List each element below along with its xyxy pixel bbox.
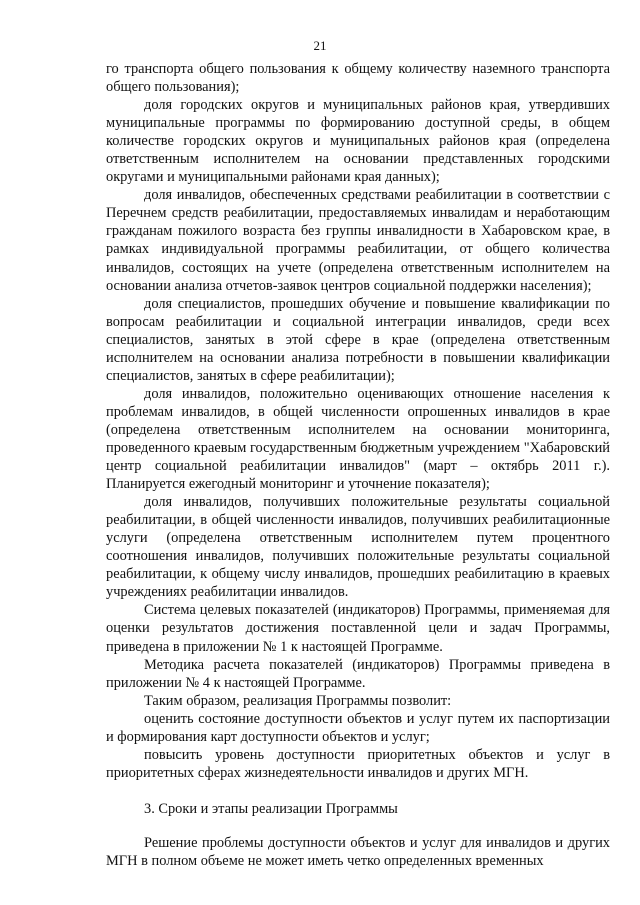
- paragraph: доля инвалидов, обеспеченных средствами реабилитации в соответствии с Перечнем средств реабилитации, предоставляемых инвалидам и неработающим гражданам пожилого возраста без группы инвалидности в Хабаровском крае, в рамках индивидуальной программы реабилитации, от общего количества инвалидов, состоящих на учете (определена ответственным исполнителем на основании анализа отчетов-заявок центров социальной поддержки населения);: [106, 187, 610, 294]
- section-heading: 3. Сроки и этапы реализации Программы: [144, 800, 398, 817]
- paragraph: Решение проблемы доступности объектов и услуг для инвалидов и других МГН в полном объеме не может иметь четко определенных временных: [106, 834, 610, 869]
- paragraph: оценить состояние доступности объектов и услуг путем их паспортизации и формирования карт доступности объектов и услуг;: [106, 710, 610, 745]
- paragraph: го транспорта общего пользования к общему количеству наземного транспорта общего пользования);: [106, 61, 610, 96]
- paragraph: Система целевых показателей (индикаторов) Программы, применяемая для оценки результатов достижения поставленной цели и задач Программы, приведена в приложении № 1 к настоящей Программе.: [106, 602, 610, 655]
- page-body: [106, 60, 610, 870]
- paragraph: доля городских округов и муниципальных районов края, утвердивших муниципальные программы по формированию доступной среды, в общем количестве городских округов и муниципальных районов края (определена ответственным исполнителем на основании представленных городскими округами и муниципальными районами края данных);: [106, 97, 610, 186]
- paragraph: Таким образом, реализация Программы позволит:: [144, 692, 452, 709]
- paragraph: Методика расчета показателей (индикаторов) Программы приведена в приложении № 4 к настоящей Программе.: [106, 656, 610, 691]
- paragraph: доля специалистов, прошедших обучение и повышение квалификации по вопросам реабилитации и социальной интеграции инвалидов, среди всех специалистов, занятых в этой сфере в крае (определена ответственным исполнителем на основании анализа потребности в повышении квалификации специалистов, занятых в сфере реабилитации);: [106, 295, 610, 384]
- paragraph: повысить уровень доступности приоритетных объектов и услуг в приоритетных сферах жизнедеятельности инвалидов и других МГН.: [106, 746, 610, 781]
- paragraph: доля инвалидов, получивших положительные результаты социальной реабилитации, в общей численности инвалидов, получивших реабилитационные услуги (определена ответственным исполнителем путем процентного соотношения инвалидов, получивших положительные результаты социальной реабилитации, к общему числу инвалидов, прошедших реабилитацию в краевых учреждениях реабилитации инвалидов.: [106, 494, 610, 601]
- page-number: 21: [313, 38, 327, 53]
- paragraph: доля инвалидов, положительно оценивающих отношение населения к проблемам инвалидов, в общей численности опрошенных инвалидов в крае (определена ответственным исполнителем на основании мониторинга, проведенного краевым государственным бюджетным учреждением "Хабаровский центр социальной реабилитации инвалидов" (март – октябрь 2011 г.). Планируется ежегодный мониторинг и уточнение показателя);: [106, 385, 610, 493]
